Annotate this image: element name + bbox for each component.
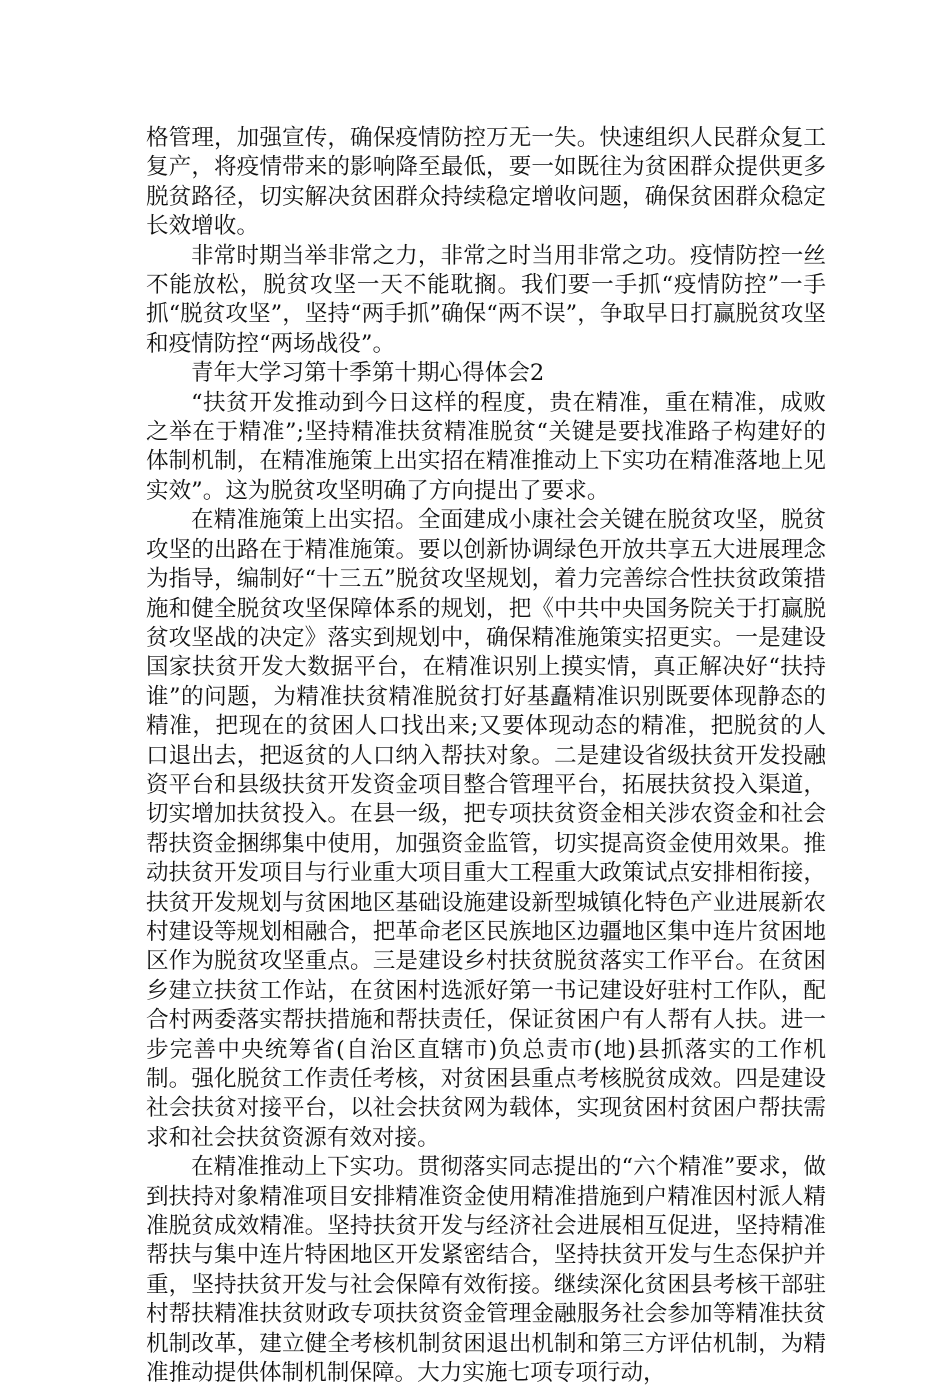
paragraph-two-hands: 非常时期当举非常之力，非常之时当用非常之功。疫情防控一丝不能放松，脱贫攻坚一天不能耽搁。我们要一手抓“疫情防控”一手抓“脱贫攻坚”，坚持“两手抓”确保“两不误”，争取早日打赢脱贫攻坚和疫情防控“两场战役”。 [146, 242, 826, 357]
section-title: 青年大学习第十季第十期心得体会2 [191, 360, 545, 387]
paragraph-precision-quote: “扶贫开发推动到今日这样的程度，贵在精准，重在精准，成败之举在于精准”;坚持精准扶贫精准脱贫“关键是要找准路子构建好的体制机制，在精准施策上出实招在精准推动上下实功在精准落地上见实效”。这为脱贫攻坚明确了方向提出了要求。 [146, 389, 826, 504]
paragraph-precision-promotion: 在精准推动上下实功。贯彻落实同志提出的“六个精准”要求，做到扶持对象精准项目安排精准资金使用精准措施到户精准因村派人精准脱贫成效精准。坚持扶贫开发与经济社会进展相互促进，坚持精准帮扶与集中连片特困地区开发紧密结合，坚持扶贫开发与生态保护并重，坚持扶贫开发与社会保障有效衔接。继续深化贫困县考核干部驻村帮扶精准扶贫财政专项扶贫资金管理金融服务社会参加等精准扶贫机制改革，建立健全考核机制贫困退出机制和第三方评估机制，为精准推动提供体制机制保障。大力实施七项专项行动， [146, 1154, 826, 1387]
paragraph-epidemic-management: 格管理，加强宣传，确保疫情防控万无一失。快速组织人民群众复工复产，将疫情带来的影响降至最低，要一如既往为贫困群众提供更多脱贫路径，切实解决贫困群众持续稳定增收问题，确保贫困群众稳定长效增收。 [146, 125, 826, 240]
paragraph-precision-policy: 在精准施策上出实招。全面建成小康社会关键在脱贫攻坚，脱贫攻坚的出路在于精准施策。要以创新协调绿色开放共享五大进展理念为指导，编制好“十三五”脱贫攻坚规划，着力完善综合性扶贫政策措施和健全脱贫攻坚保障体系的规划，把《中共中央国务院关于打赢脱贫攻坚战的决定》落实到规划中，确保精准施策实招更实。一是建设国家扶贫开发大数据平台，在精准识别上摸实情，真正解决好“扶持谁”的问题，为精准扶贫精准脱贫打好基矗精准识别既要体现静态的精准，把现在的贫困人口找出来;又要体现动态的精准，把脱贫的人口退出去，把返贫的人口纳入帮扶对象。二是建设省级扶贫开发投融资平台和县级扶贫开发资金项目整合管理平台，拓展扶贫投入渠道，切实增加扶贫投入。在县一级，把专项扶贫资金相关涉农资金和社会帮扶资金捆绑集中使用，加强资金监管，切实提高资金使用效果。推动扶贫开发项目与行业重大项目重大工程重大政策试点安排相衔接，扶贫开发规划与贫困地区基础设施建设新型城镇化特色产业进展新农村建设等规划相融合，把革命老区民族地区边疆地区集中连片贫困地区作为脱贫攻坚重点。三是建设乡村扶贫脱贫落实工作平台。在贫困乡建立扶贫工作站，在贫困村选派好第一书记建设好驻村工作队，配合村两委落实帮扶措施和帮扶责任，保证贫困户有人帮有人扶。进一步完善中央统筹省(自治区直辖市)负总责市(地)县抓落实的工作机制。强化脱贫工作责任考核，对贫困县重点考核脱贫成效。四是建设社会扶贫对接平台，以社会扶贫网为载体，实现贫困村贫困户帮扶需求和社会扶贫资源有效对接。 [146, 507, 826, 1151]
document-page [146, 124, 826, 1388]
